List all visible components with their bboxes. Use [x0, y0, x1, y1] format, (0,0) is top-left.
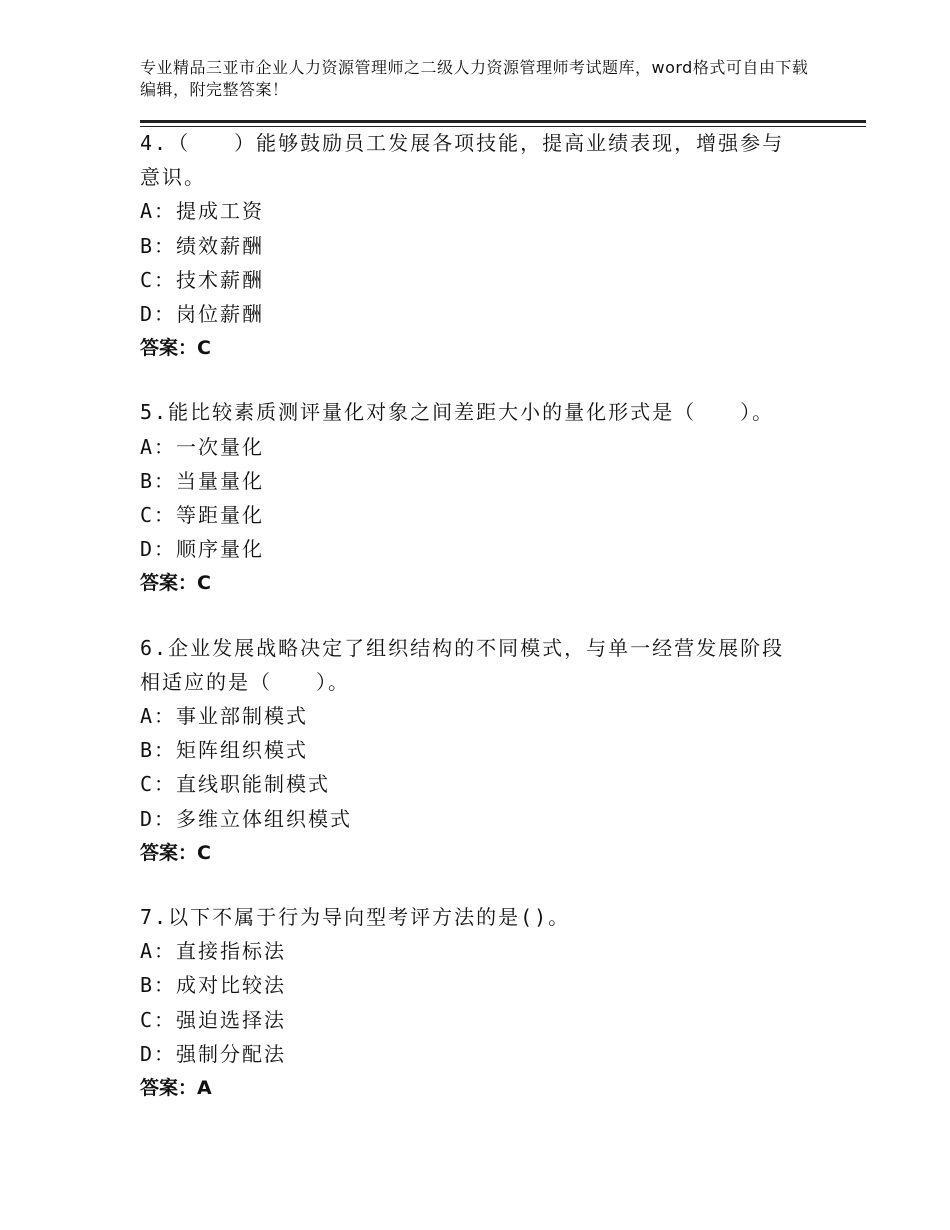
question-7: [140, 900, 820, 1105]
question-4: [140, 126, 820, 365]
header-divider-thick: [140, 120, 866, 123]
option-d: D：多维立体组织模式: [140, 806, 353, 831]
option-c: C：技术薪酬: [140, 267, 265, 292]
option-a: A：直接指标法: [140, 939, 287, 964]
question-text: 5.能比较素质测评量化对象之间差距大小的量化形式是（ ）。: [140, 400, 775, 425]
option-d: D：顺序量化: [140, 537, 265, 562]
question-5: [140, 395, 820, 600]
option-a: A：一次量化: [140, 434, 265, 459]
option-c: C：强迫选择法: [140, 1007, 287, 1032]
question-text: 6.企业发展战略决定了组织结构的不同模式，与单一经营发展阶段相适应的是（ ）。: [140, 635, 785, 694]
question-list: [140, 126, 820, 1135]
answer-label: 答案：A: [140, 1077, 212, 1100]
option-c: C：直线职能制模式: [140, 772, 331, 797]
option-a: A：提成工资: [140, 199, 265, 224]
answer-label: 答案：C: [140, 572, 211, 595]
answer-label: 答案：C: [140, 337, 211, 360]
option-b: B：成对比较法: [140, 973, 287, 998]
option-b: B：矩阵组织模式: [140, 738, 309, 763]
option-d: D：岗位薪酬: [140, 302, 265, 327]
document-header: 专业精品三亚市企业人力资源管理师之二级人力资源管理师考试题库，word格式可自由下载编辑，附完整答案！: [140, 58, 809, 99]
option-b: B：当量量化: [140, 468, 265, 493]
option-d: D：强制分配法: [140, 1041, 287, 1066]
question-text: 7.以下不属于行为导向型考评方法的是()。: [140, 905, 571, 930]
question-text: 4.（ ）能够鼓励员工发展各项技能，提高业绩表现，增强参与意识。: [140, 131, 785, 190]
answer-label: 答案：C: [140, 841, 211, 864]
option-c: C：等距量化: [140, 503, 265, 528]
option-a: A：事业部制模式: [140, 704, 309, 729]
option-b: B：绩效薪酬: [140, 233, 265, 258]
question-6: [140, 631, 820, 870]
